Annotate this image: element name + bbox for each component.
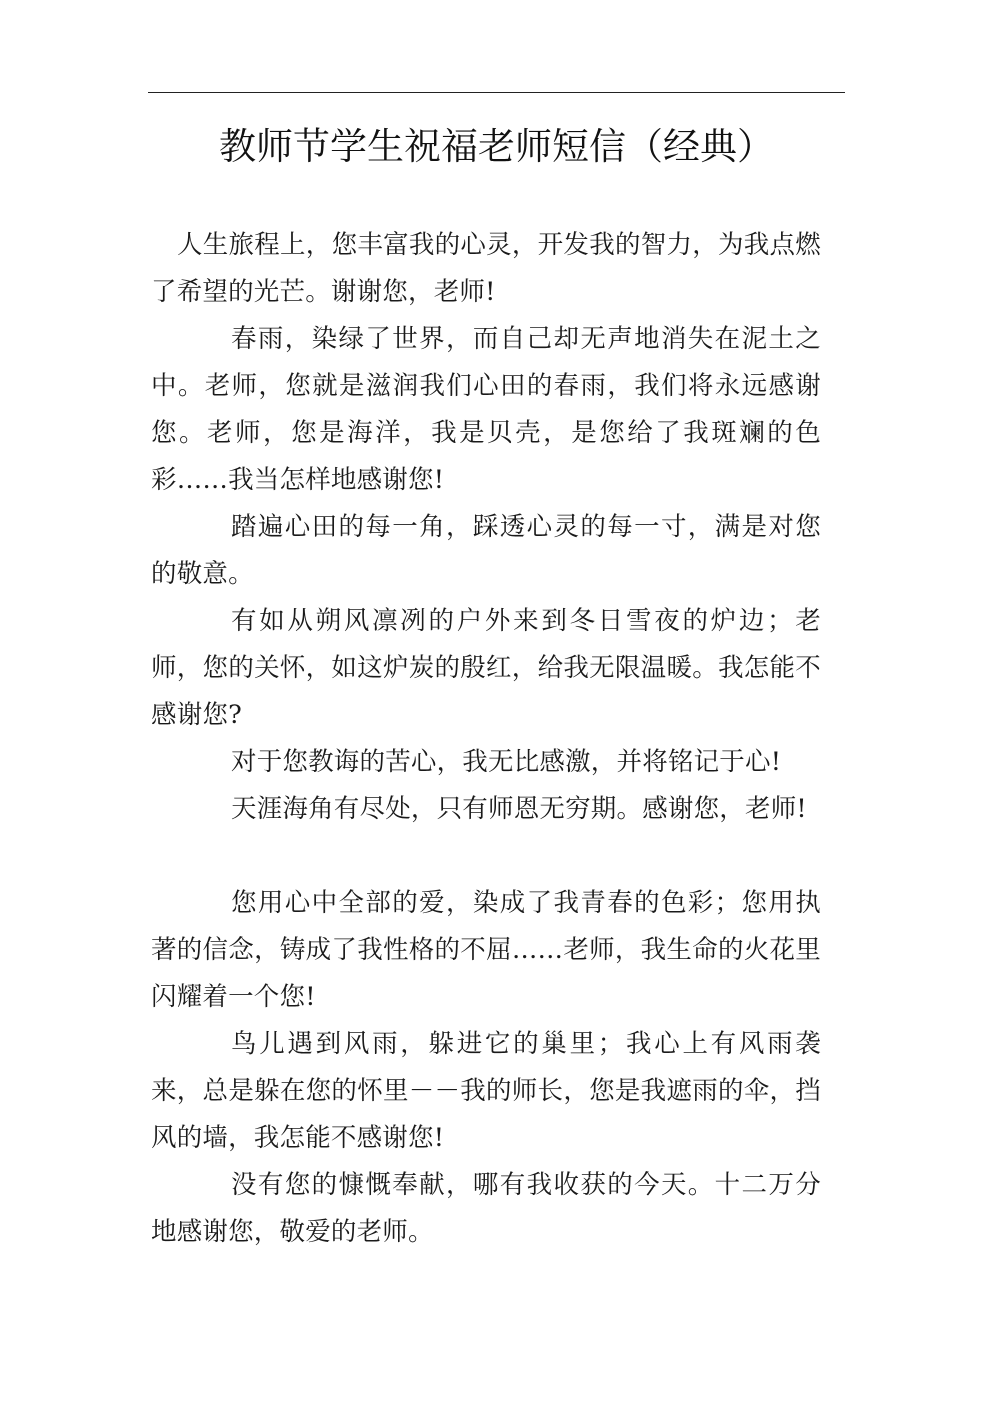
header-rule (148, 92, 845, 93)
paragraph: 人生旅程上，您丰富我的心灵，开发我的智力，为我点燃了希望的光芒。谢谢您，老师! (151, 230, 821, 307)
paragraph: 对于您教诲的苦心，我无比感激，并将铭记于心! (231, 747, 782, 777)
paragraph: 有如从朔风凛冽的户外来到冬日雪夜的炉边；老师，您的关怀，如这炉炭的殷红，给我无限温暖。我怎能不感谢您? (151, 606, 821, 730)
paragraph: 春雨，染绿了世界，而自己却无声地消失在泥土之中。老师，您就是滋润我们心田的春雨，我们将永远感谢您。老师，您是海洋，我是贝壳，是您给了我斑斓的色彩……我当怎样地感谢您! (151, 324, 821, 495)
paragraph: 没有您的慷慨奉献，哪有我收获的今天。十二万分地感谢您，敬爱的老师。 (151, 1170, 821, 1247)
paragraph: 踏遍心田的每一角，踩透心灵的每一寸，满是对您的敬意。 (151, 512, 821, 589)
document-body (151, 222, 821, 1256)
document-title: 教师节学生祝福老师短信（经典） (219, 125, 774, 168)
paragraph: 您用心中全部的爱，染成了我青春的色彩；您用执著的信念，铸成了我性格的不屈……老师，我生命的火花里闪耀着一个您! (151, 888, 821, 1012)
paragraph: 鸟儿遇到风雨，躲进它的巢里；我心上有风雨袭来，总是躲在您的怀里－－我的师长，您是我遮雨的伞，挡风的墙，我怎能不感谢您! (151, 1029, 821, 1153)
paragraph: 天涯海角有尽处，只有师恩无穷期。感谢您，老师! (231, 794, 807, 824)
blank-line (151, 833, 821, 880)
